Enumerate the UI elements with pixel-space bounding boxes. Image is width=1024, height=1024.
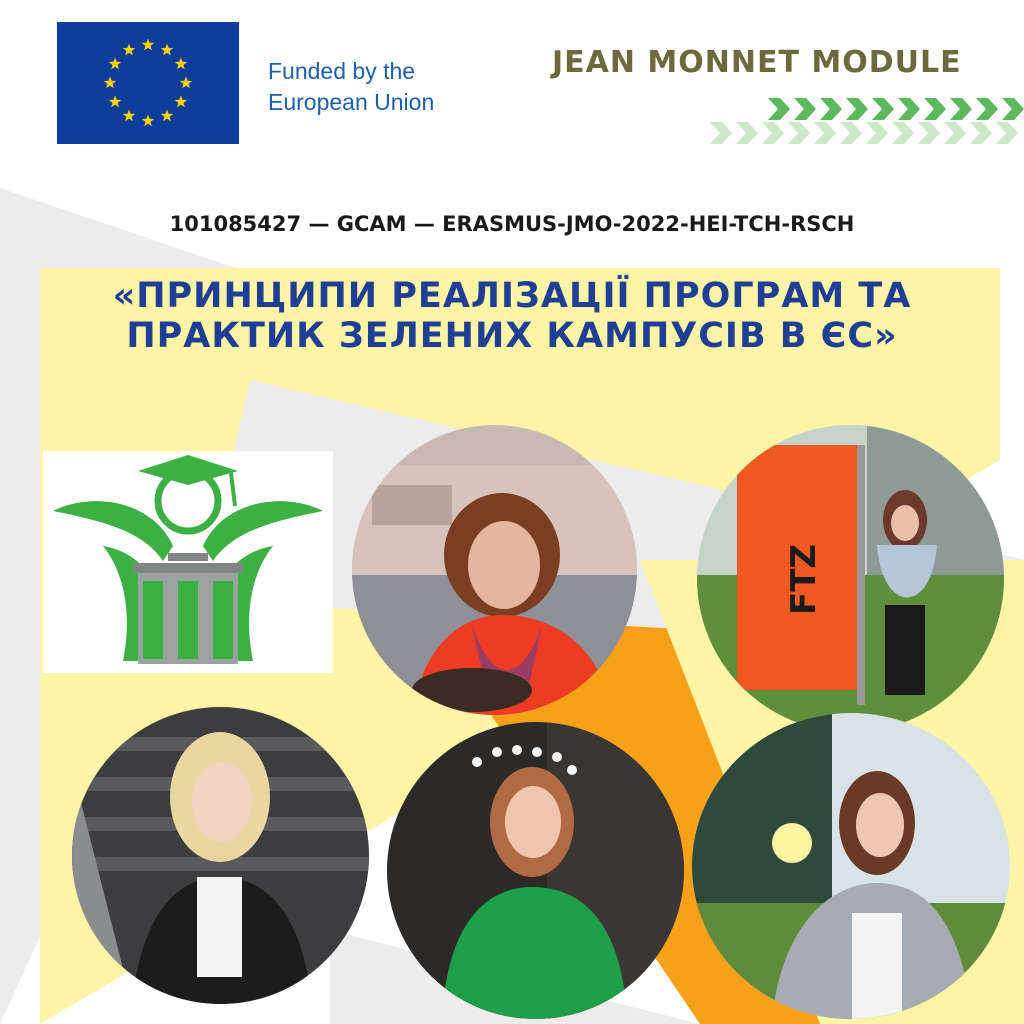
sign-text: FTZ bbox=[784, 543, 824, 615]
chevron-arrow-icon bbox=[976, 98, 998, 120]
grant-code: 101085427 — GCAM — ERASMUS-JMO-2022-HEI-TCH-RSCH bbox=[169, 212, 855, 236]
chevron-arrow-icon bbox=[762, 122, 784, 144]
photo-woman-escalator bbox=[72, 707, 369, 1004]
module-title: JEAN MONNET MODULE bbox=[552, 45, 962, 80]
chevron-arrow-icon bbox=[840, 122, 862, 144]
headline bbox=[30, 276, 994, 356]
chevron-arrow-icon bbox=[710, 122, 732, 144]
chevron-arrow-icon bbox=[794, 98, 816, 120]
chevron-arrow-icon bbox=[736, 122, 758, 144]
headline-line2: ПРАКТИК ЗЕЛЕНИХ КАМПУСІВ В ЄС» bbox=[126, 316, 898, 356]
chevron-arrow-icon bbox=[872, 98, 894, 120]
photo-woman-green-sweatshirt bbox=[387, 722, 684, 1019]
green-campus-logo bbox=[43, 451, 333, 673]
chevron-arrow-icon bbox=[708, 96, 1024, 148]
photo-woman-ftz-sign bbox=[697, 425, 1004, 732]
chevron-arrow-icon bbox=[892, 122, 914, 144]
chevron-arrow-icon bbox=[944, 122, 966, 144]
eu-flag-icon bbox=[57, 22, 239, 144]
photo-woman-red-sweater bbox=[352, 425, 637, 715]
chevron-arrow-icon bbox=[970, 122, 992, 144]
chevron-arrow-icon bbox=[814, 122, 836, 144]
chevron-arrow-icon bbox=[924, 98, 946, 120]
chevron-arrow-icon bbox=[788, 122, 810, 144]
photo-woman-park-sunset bbox=[692, 713, 1010, 1019]
eu-text-line1: Funded by the bbox=[268, 58, 416, 84]
chevron-arrow-icon bbox=[846, 98, 868, 120]
green-campus-logo-icon bbox=[43, 451, 333, 673]
chevron-arrow-icon bbox=[820, 98, 842, 120]
chevron-arrow-icon bbox=[950, 98, 972, 120]
chevron-arrow-icon bbox=[768, 98, 790, 120]
chevron-arrow-icon bbox=[1002, 98, 1024, 120]
headline-line1: «ПРИНЦИПИ РЕАЛІЗАЦІЇ ПРОГРАМ ТА bbox=[112, 276, 912, 316]
chevron-arrow-icon bbox=[996, 122, 1018, 144]
funded-by-eu-text bbox=[268, 56, 498, 118]
chevron-arrow-icon bbox=[918, 122, 940, 144]
eu-text-line2: European Union bbox=[268, 89, 435, 115]
chevron-arrow-icon bbox=[898, 98, 920, 120]
chevron-arrow-icon bbox=[866, 122, 888, 144]
